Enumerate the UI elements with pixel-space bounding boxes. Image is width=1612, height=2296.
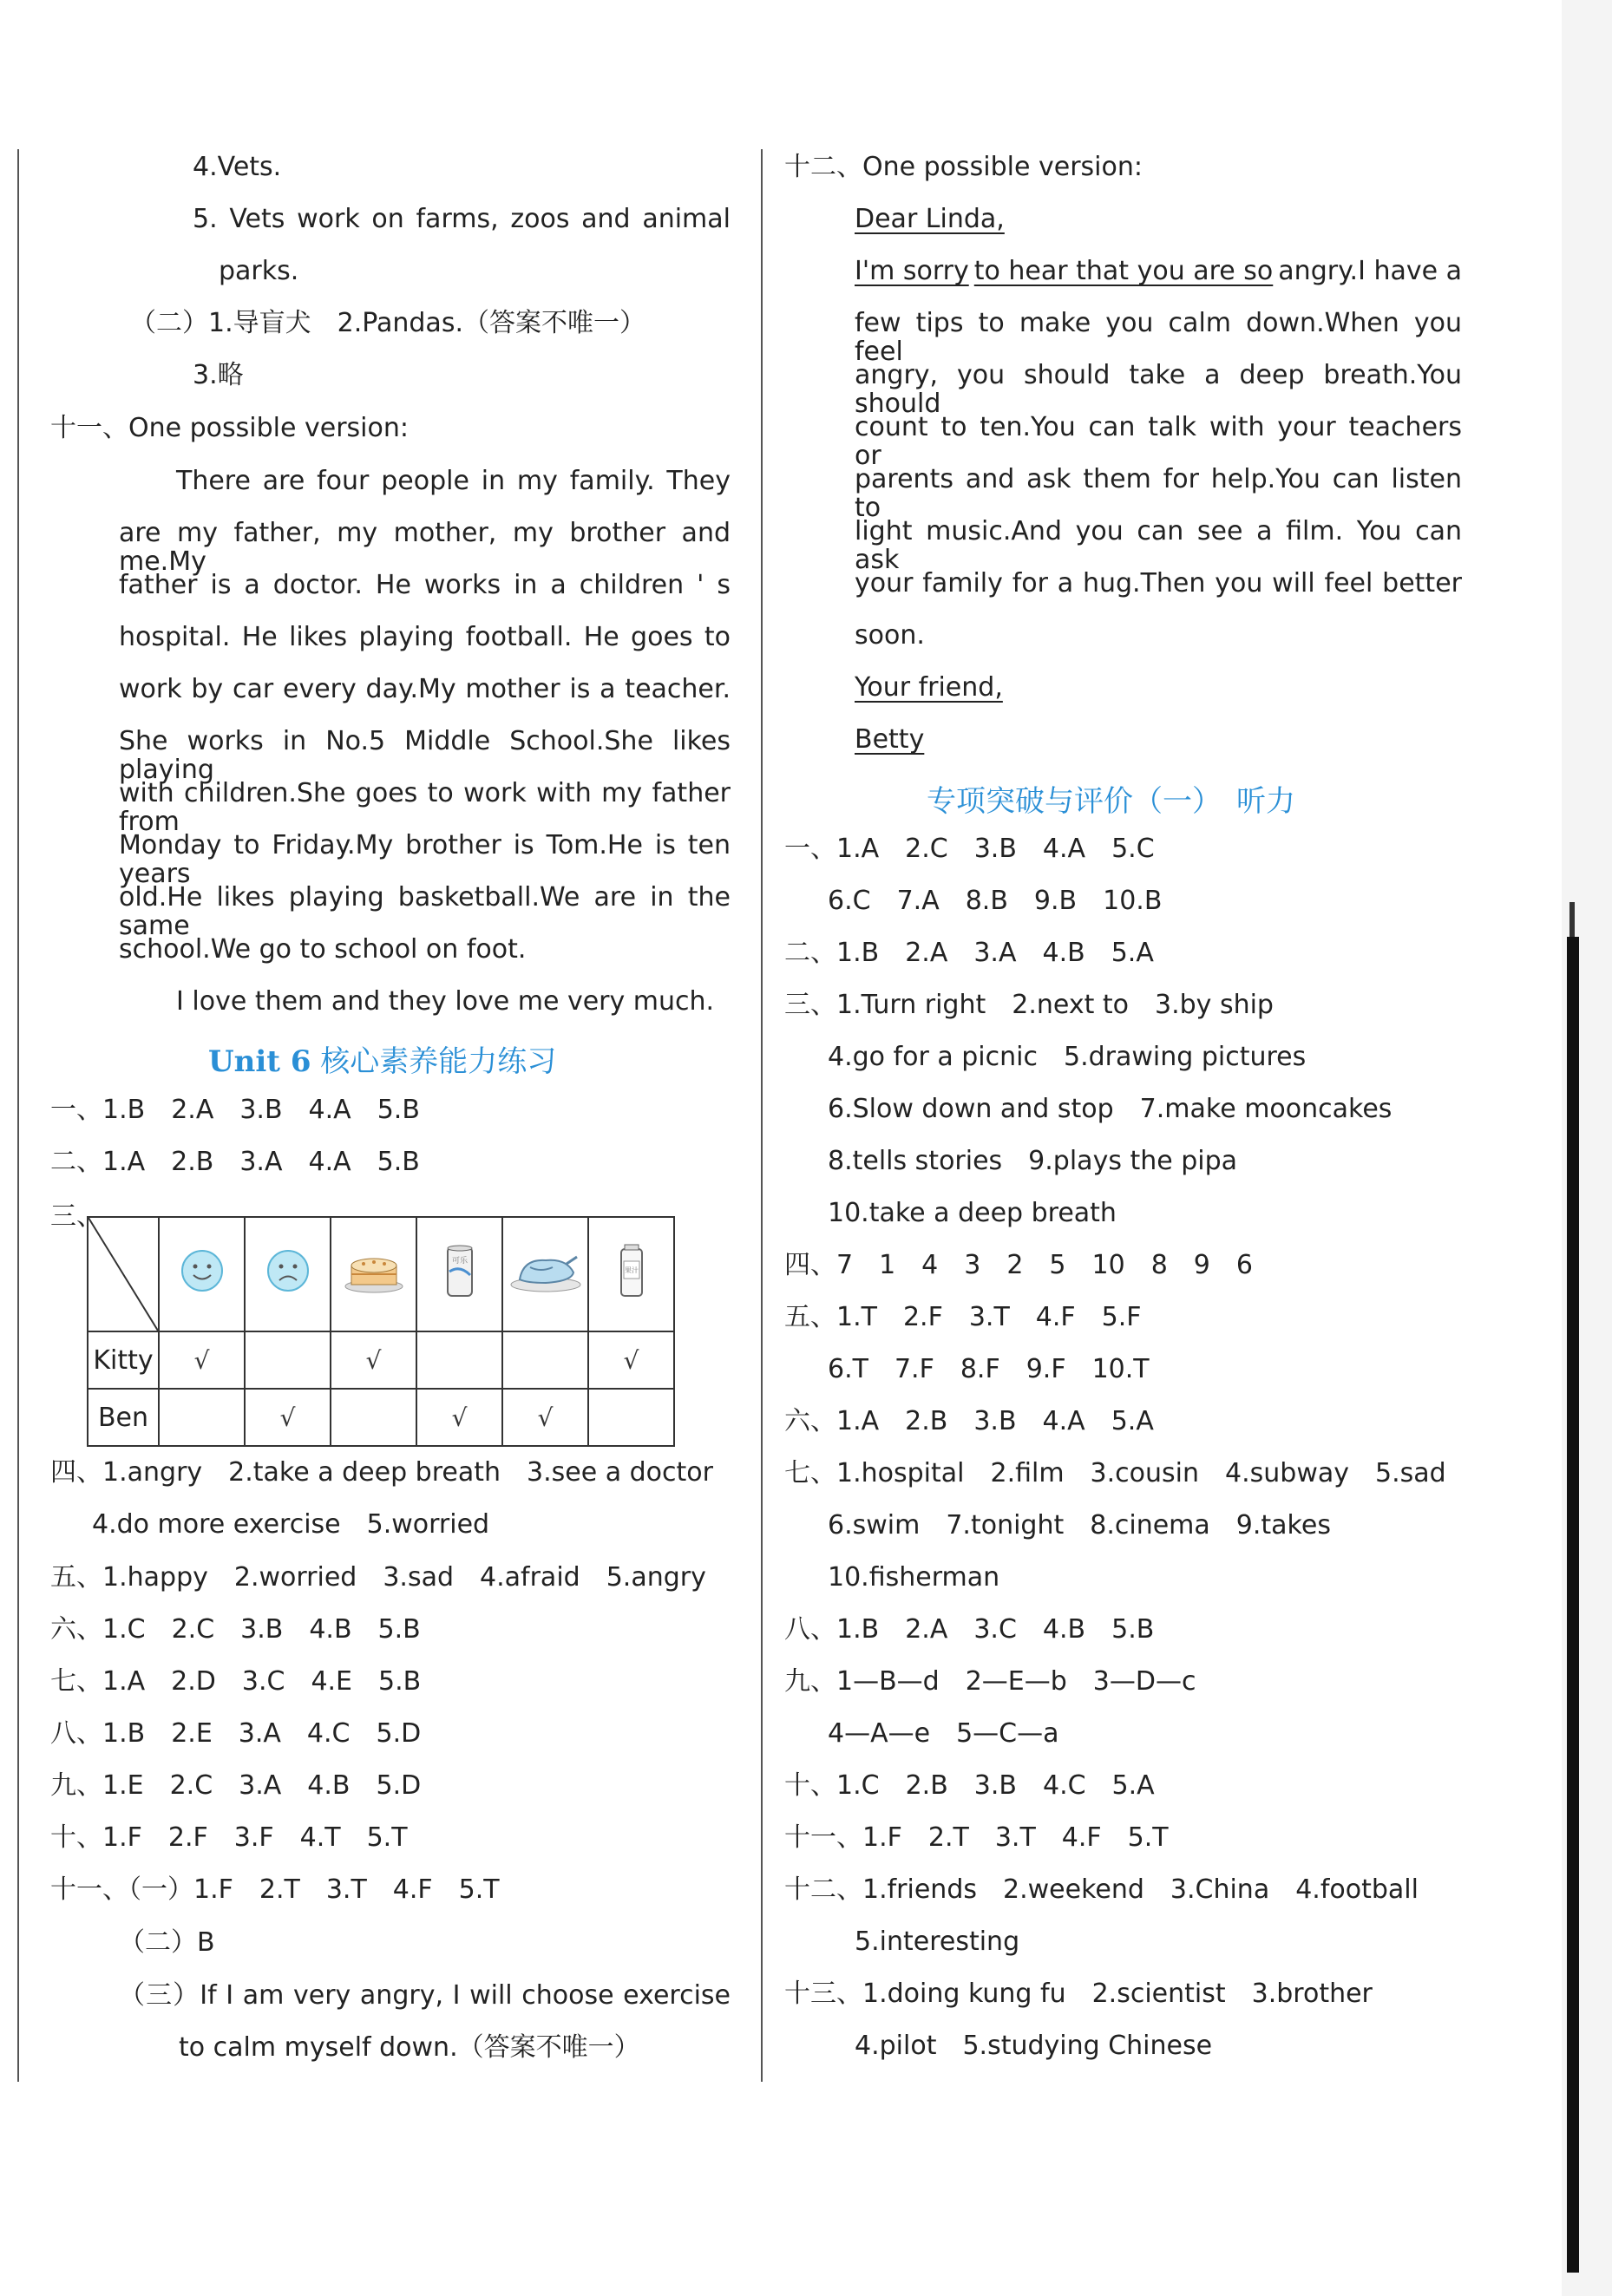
answer-line: 四、7 1 4 3 2 5 10 8 9 6 <box>784 1250 1253 1280</box>
answer-line: 十一、1.F 2.T 3.T 4.F 5.T <box>784 1822 1169 1853</box>
check-cell <box>588 1331 674 1389</box>
table-icon-cell <box>245 1217 331 1331</box>
essay-line: hospital. He likes playing football. He goes to <box>119 622 731 652</box>
section-heading: 专项突破与评价（一） 听力 <box>927 784 1295 819</box>
table-icon-row <box>88 1217 674 1331</box>
svg-text:可乐: 可乐 <box>451 1257 468 1266</box>
letter-phrase: angry.I have a <box>1278 256 1462 286</box>
answer-line: parks. <box>219 256 299 286</box>
answer-line: 4.go for a picnic 5.drawing pictures <box>828 1042 1307 1072</box>
answer-line: （二）1.导盲犬 2.Pandas.（答案不唯一） <box>130 308 645 338</box>
left-margin-line <box>17 149 19 2082</box>
essay-line: She works in No.5 Middle School.She likes playing <box>119 726 731 785</box>
juice-bottle-icon <box>616 1242 647 1299</box>
answer-line: 五、1.T 2.F 3.T 4.F 5.F <box>784 1302 1142 1332</box>
answer-line: 十、1.C 2.B 3.B 4.C 5.A <box>784 1770 1155 1801</box>
salutation-text: Dear Linda, <box>855 204 1005 234</box>
check-mark: √ <box>193 1345 210 1375</box>
answer-line: 10.take a deep breath <box>828 1198 1117 1228</box>
answer-line: 三、1.Turn right 2.next to 3.by ship <box>784 990 1274 1020</box>
letter-line: angry, you should take a deep breath.You should <box>855 360 1462 419</box>
essay-line: school.We go to school on foot. <box>119 934 527 965</box>
letter-intro: 十二、One possible version: <box>784 152 1143 182</box>
check-cell <box>331 1331 416 1389</box>
letter-phrase: to hear that you are so <box>973 256 1274 286</box>
essay-line: are my father, my mother, my brother and me.My <box>119 518 731 577</box>
signature-text: Betty <box>855 724 925 755</box>
table-icon-cell <box>331 1217 416 1331</box>
essay-line: Monday to Friday.My brother is Tom.He is ten years <box>119 830 731 889</box>
answer-line: 5. Vets work on farms, zoos and animal <box>193 204 731 234</box>
table-icon-cell <box>416 1217 502 1331</box>
essay-intro: 十一、One possible version: <box>50 413 409 443</box>
answer-line: 4.do more exercise 5.worried <box>92 1509 490 1540</box>
cola-can-icon <box>442 1242 477 1299</box>
column-divider <box>761 149 763 2082</box>
letter-line: light music.And you can see a film. You can ask <box>855 516 1462 575</box>
table-section-label: 三、 <box>50 1201 102 1232</box>
answer-line: 十二、1.friends 2.weekend 3.China 4.football <box>784 1874 1419 1905</box>
check-mark: √ <box>279 1403 296 1432</box>
check-cell <box>502 1389 588 1446</box>
smiling-face-icon <box>180 1248 225 1293</box>
letter-line: soon. <box>855 620 925 651</box>
answer-line: 七、1.A 2.D 3.C 4.E 5.B <box>50 1666 422 1697</box>
page-edge-dark-top <box>1569 902 1575 937</box>
cake-icon <box>343 1246 405 1295</box>
unit6-heading-unit: Unit 6 <box>208 1044 311 1079</box>
letter-line <box>855 257 1462 285</box>
answer-line: 6.swim 7.tonight 8.cinema 9.takes <box>828 1510 1331 1540</box>
letter-salutation <box>855 205 1005 233</box>
answer-line: 七、1.hospital 2.film 3.cousin 4.subway 5.sad <box>784 1458 1446 1488</box>
answer-line: 一、1.B 2.A 3.B 4.A 5.B <box>50 1095 420 1125</box>
svg-text:果汁: 果汁 <box>624 1266 639 1274</box>
table-diagonal-cell <box>88 1217 159 1331</box>
essay-line: old.He likes playing basketball.We are in the same <box>119 882 731 941</box>
answer-line: 八、1.B 2.E 3.A 4.C 5.D <box>50 1718 422 1749</box>
check-cell <box>588 1389 674 1446</box>
check-cell <box>245 1389 331 1446</box>
answer-line: （三）If I am very angry, I will choose exercise <box>119 1980 731 2011</box>
answer-line: 一、1.A 2.C 3.B 4.A 5.C <box>784 834 1155 864</box>
letter-line: count to ten.You can talk with your teachers or <box>855 412 1462 471</box>
essay-line: There are four people in my family. They <box>176 466 731 496</box>
answer-line: 四、1.angry 2.take a deep breath 3.see a doctor <box>50 1457 713 1488</box>
answer-line: 二、1.B 2.A 3.A 4.B 5.A <box>784 938 1154 968</box>
check-mark: √ <box>451 1403 468 1432</box>
check-cell <box>159 1389 245 1446</box>
answer-line: 4.Vets. <box>193 152 282 182</box>
check-mark: √ <box>365 1345 382 1375</box>
letter-line: your family for a hug.Then you will feel better <box>855 568 1462 599</box>
answer-line: （二）B <box>119 1927 215 1958</box>
sad-face-icon <box>265 1248 311 1293</box>
table-icon-cell <box>588 1217 674 1331</box>
letter-line: few tips to make you calm down.When you feel <box>855 308 1462 367</box>
closing-text: Your friend, <box>855 672 1003 703</box>
answer-line: 4.pilot 5.studying Chinese <box>855 2031 1213 2061</box>
letter-signature <box>855 725 924 754</box>
answer-line: 十、1.F 2.F 3.F 4.T 5.T <box>50 1822 408 1853</box>
table-row-ben <box>88 1389 674 1446</box>
table-icon-cell <box>159 1217 245 1331</box>
diagonal-line <box>88 1218 158 1331</box>
answer-line: to calm myself down.（答案不唯一） <box>179 2032 640 2063</box>
essay-line: father is a doctor. He works in a children ' s <box>119 570 731 600</box>
answer-line: 九、1.E 2.C 3.A 4.B 5.D <box>50 1770 422 1801</box>
answer-line: 十三、1.doing kung fu 2.scientist 3.brother <box>784 1979 1373 2009</box>
check-cell <box>331 1389 416 1446</box>
letter-phrase: I'm sorry <box>855 256 969 286</box>
row-name: Ben <box>88 1389 159 1446</box>
check-cell <box>159 1331 245 1389</box>
answer-line: 6.T 7.F 8.F 9.F 10.T <box>828 1354 1150 1384</box>
unit6-heading <box>208 1037 556 1080</box>
table-icon-cell <box>502 1217 588 1331</box>
row-name: Kitty <box>88 1331 159 1389</box>
check-mark: √ <box>537 1403 554 1432</box>
check-cell <box>416 1331 502 1389</box>
answer-line: 3.略 <box>193 360 244 390</box>
answer-line: 九、1—B—d 2—E—b 3—D—c <box>784 1666 1196 1697</box>
letter-line: parents and ask them for help.You can listen to <box>855 464 1462 523</box>
answer-line: 10.fisherman <box>828 1562 1000 1593</box>
essay-line: I love them and they love me very much. <box>176 986 715 1017</box>
answer-line: 六、1.A 2.B 3.B 4.A 5.A <box>784 1406 1154 1436</box>
check-cell <box>416 1389 502 1446</box>
page-edge-dark <box>1567 937 1579 2273</box>
roast-duck-icon <box>508 1246 584 1295</box>
answer-line: 6.C 7.A 8.B 9.B 10.B <box>828 886 1163 916</box>
letter-closing <box>855 673 1003 702</box>
essay-line: work by car every day.My mother is a teacher. <box>119 674 731 704</box>
answer-line: 8.tells stories 9.plays the pipa <box>828 1146 1238 1176</box>
answer-line: 五、1.happy 2.worried 3.sad 4.afraid 5.angry <box>50 1562 706 1593</box>
answer-line: 十一、（一）1.F 2.T 3.T 4.F 5.T <box>50 1874 500 1905</box>
essay-line: with children.She goes to work with my father from <box>119 778 731 837</box>
preferences-table <box>87 1216 675 1447</box>
table-row-kitty <box>88 1331 674 1389</box>
answer-line: 6.Slow down and stop 7.make mooncakes <box>828 1094 1392 1124</box>
answer-line: 二、1.A 2.B 3.A 4.A 5.B <box>50 1147 420 1177</box>
answer-line: 八、1.B 2.A 3.C 4.B 5.B <box>784 1614 1155 1645</box>
check-mark: √ <box>623 1345 639 1375</box>
answer-line: 5.interesting <box>855 1926 1020 1957</box>
check-cell <box>502 1331 588 1389</box>
check-cell <box>245 1331 331 1389</box>
unit6-heading-title: 核心素养能力练习 <box>311 1044 557 1079</box>
answer-line: 六、1.C 2.C 3.B 4.B 5.B <box>50 1614 421 1645</box>
answer-line: 4—A—e 5—C—a <box>828 1718 1059 1749</box>
